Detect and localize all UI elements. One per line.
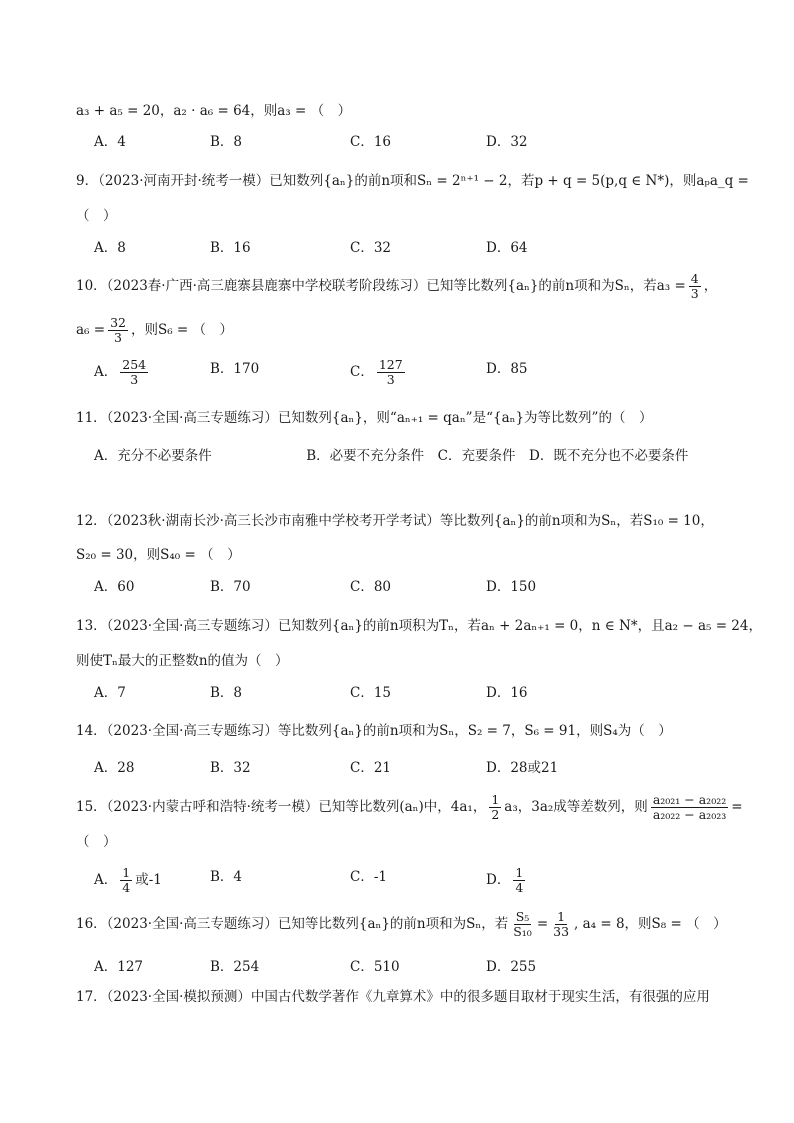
q10-option-a-numerator: 254 [122, 357, 147, 372]
q15-option-d [486, 866, 528, 895]
q9-option-b: B．16 [210, 240, 251, 256]
q10-option-c-fraction [377, 358, 405, 387]
q15-option-d-label: D． [486, 872, 511, 888]
q10-option-b: B．170 [210, 361, 260, 377]
q8-option-a: A．4 [94, 134, 126, 150]
q15-ratio-denominator: a₂₀₂₂ − a₂₀₂₃ [652, 807, 727, 822]
q10-a6-label: a₆ = [76, 322, 106, 338]
q12-option-b: B．70 [210, 579, 251, 595]
q8-options [94, 131, 744, 153]
q16-options [94, 956, 744, 978]
q15-option-a [94, 866, 162, 895]
q10-option-a-fraction [120, 358, 148, 387]
q13-stem: 13．（2023·全国·高三专题练习）已知数列{aₙ}的前n项积为Tₙ，若aₙ + 2aₙ₊₁ = 0，n ∈ N*，且a₂ − a₅ = 24， [76, 618, 762, 634]
q15-ratio-numerator: a₂₀₂₁ − a₂₀₂₂ [652, 792, 727, 807]
q12-stem: 12．（2023秋·湖南长沙·高三长沙市南雅中学校考开学考试）等比数列{aₙ}的前n项和为Sₙ，若S₁₀ = 10， [76, 513, 714, 529]
q9-options [94, 237, 744, 259]
q15-option-d-fraction [513, 866, 525, 895]
q15-option-b: B．4 [210, 869, 243, 885]
q17-stem: 17．（2023·全国·模拟预测）中国古代数学著作《九章算术》中的很多题目取材于现实生活，有很强的应用 [76, 989, 710, 1005]
q12-stem-line2: S₂₀ = 30，则S₄₀ = （ ） [76, 547, 241, 563]
q10-a3-fraction [689, 272, 701, 301]
q10-option-c [350, 358, 408, 387]
q15-stem-end: = [731, 799, 743, 815]
q10-option-a-denominator: 3 [130, 372, 139, 387]
q15-option-d-denominator: 4 [515, 880, 524, 895]
q13-option-c: C．15 [350, 685, 392, 701]
q15-option-a-denominator: 4 [122, 880, 131, 895]
q16-value-fraction [551, 910, 571, 939]
q16-value-numerator: 1 [557, 909, 566, 924]
q16-s-ratio-numerator: S₅ [515, 909, 530, 924]
q12-options [94, 576, 744, 598]
q15-half-fraction [489, 793, 501, 822]
q16-option-b: B．254 [210, 959, 260, 975]
q14-options [94, 757, 744, 779]
q15-ratio-fraction [651, 793, 728, 822]
q8-option-c: C．16 [350, 134, 392, 150]
q15-half-denominator: 2 [491, 807, 500, 822]
q16-stem [76, 910, 727, 939]
q10-option-a [94, 358, 151, 387]
q13-option-a: A．7 [94, 685, 126, 701]
q15-option-a-suffix: 或-1 [135, 872, 162, 888]
q15-option-a-label: A． [94, 872, 118, 888]
q11-options: A．充分不必要条件 B．必要不充分条件 C．充要条件 D．既不充分也不必要条件 [94, 448, 689, 464]
q14-option-c: C．21 [350, 760, 392, 776]
q16-s-ratio-fraction [511, 910, 534, 939]
q10-option-a-label: A． [94, 364, 118, 380]
q14-option-b: B．32 [210, 760, 251, 776]
q10-option-c-label: C． [350, 364, 374, 380]
q10-stem-text: 10．（2023春·广西·高三鹿寨县鹿寨中学校联考阶段练习）已知等比数列{aₙ}的前n项和为Sₙ，若a₃ = [76, 278, 686, 294]
q15-options [94, 866, 744, 894]
q10-a6-denominator: 3 [114, 330, 122, 345]
q15-option-a-numerator: 1 [122, 865, 131, 880]
q10-stem-line2 [76, 316, 233, 345]
q12-option-a: A．60 [94, 579, 135, 595]
q8-option-b: B．8 [210, 134, 243, 150]
q14-option-a: A．28 [94, 760, 135, 776]
q8-stem-tail: a₃ + a₅ = 20，a₂ · a₆ = 64，则a₃ = （ ） [76, 103, 352, 119]
q8-option-d: D．32 [486, 134, 528, 150]
q15-stem-mid: a₃，3a₂成等差数列，则 [504, 799, 648, 815]
q16-s-ratio-denominator: S₁₀ [513, 924, 532, 939]
q14-option-d: D．28或21 [486, 760, 559, 776]
q15-stem-text: 15．（2023·内蒙古呼和浩特·统考一模）已知等比数列(aₙ)中，4a₁， [76, 799, 487, 815]
q12-option-c: C．80 [350, 579, 392, 595]
q10-option-c-denominator: 3 [386, 372, 395, 387]
q9-option-a: A．8 [94, 240, 126, 256]
q16-equals: = [536, 916, 549, 932]
q15-half-numerator: 1 [491, 792, 500, 807]
q9-option-c: C．32 [350, 240, 392, 256]
q16-option-c: C．510 [350, 959, 400, 975]
q16-stem-text: 16．（2023·全国·高三专题练习）已知等比数列{aₙ}的前n项和为Sₙ，若 [76, 916, 509, 932]
q10-a3-numerator: 4 [690, 271, 699, 286]
q12-option-d: D．150 [486, 579, 537, 595]
q13-option-b: B．8 [210, 685, 243, 701]
q16-option-a: A．127 [94, 959, 144, 975]
q16-option-d: D．255 [486, 959, 537, 975]
q15-option-d-numerator: 1 [515, 865, 524, 880]
q10-a6-numerator: 32 [110, 315, 126, 330]
q13-stem-line2: 则使Tₙ最大的正整数n的值为（ ） [76, 653, 289, 669]
q15-answer-blank: （ ） [76, 834, 117, 850]
q10-stem-end: ，则S₆ = （ ） [130, 322, 234, 338]
q10-option-c-numerator: 127 [378, 357, 403, 372]
q10-option-d: D．85 [486, 361, 528, 377]
q11-stem: 11．（2023·全国·高三专题练习）已知数列{aₙ}，则“aₙ₊₁ = qaₙ”是“{aₙ}为等比数列”的（ ） [76, 410, 653, 426]
q10-stem: 10．（2023春·广西·高三鹿寨县鹿寨中学校联考阶段练习）已知等比数列{aₙ}的前n项和为Sₙ，若a₃ = $\frac{4}{3}$ ， [76, 271, 718, 301]
q13-options [94, 682, 744, 704]
q10-a6-fraction [108, 316, 128, 345]
q15-option-a-fraction [120, 866, 132, 895]
q9-answer-blank: （ ） [76, 208, 117, 224]
q15-stem [76, 793, 743, 822]
q15-option-c: C．-1 [350, 869, 387, 885]
q9-option-d: D．64 [486, 240, 528, 256]
q13-option-d: D．16 [486, 685, 528, 701]
q10-a3-denominator: 3 [690, 286, 699, 301]
q9-stem: 9．（2023·河南开封·统考一模）已知数列{aₙ}的前n项和Sₙ = 2ⁿ⁺¹ − 2，若p + q = 5(p,q ∈ N*)，则aₚa_q = [76, 173, 749, 189]
q16-value-denominator: 33 [553, 924, 570, 939]
q10-options [94, 358, 744, 386]
q14-stem: 14．（2023·全国·高三专题练习）等比数列{aₙ}的前n项和为Sₙ，S₂ = 7，S₆ = 91，则S₄为（ ） [76, 723, 672, 739]
q16-stem-end: , a₄ = 8，则S₈ = （ ） [574, 916, 727, 932]
